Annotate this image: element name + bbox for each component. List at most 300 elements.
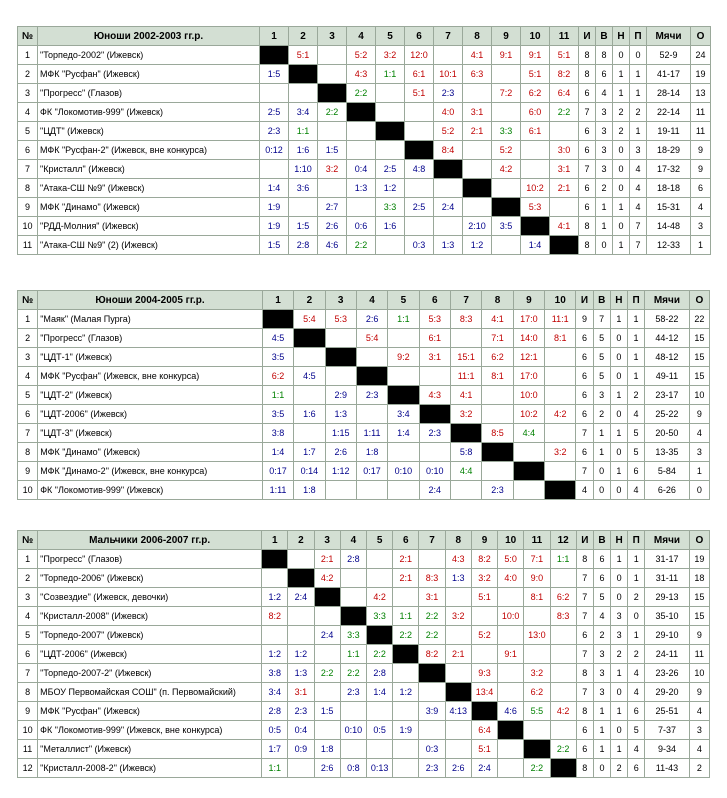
- wins: 7: [593, 310, 610, 329]
- goals: 52-9: [647, 46, 691, 65]
- match-score: 4:6: [318, 236, 347, 255]
- match-score: 5:8: [450, 443, 481, 462]
- match-score: [288, 626, 314, 645]
- match-score: [294, 424, 325, 443]
- match-score: 1:5: [318, 141, 347, 160]
- draws: 0: [610, 443, 627, 462]
- losses: 3: [630, 141, 647, 160]
- match-score: [388, 443, 419, 462]
- losses: 4: [628, 740, 645, 759]
- row-number: 1: [18, 46, 38, 65]
- match-score: 2:2: [524, 759, 550, 778]
- match-score: 2:1: [445, 645, 471, 664]
- match-score: [524, 645, 550, 664]
- losses: 1: [630, 84, 647, 103]
- draws: 0: [611, 683, 628, 702]
- match-score: 4:8: [405, 160, 434, 179]
- points: 3: [689, 721, 709, 740]
- table-header-row: [18, 291, 710, 310]
- match-score: [445, 740, 471, 759]
- match-score: [376, 84, 405, 103]
- match-score: [463, 160, 492, 179]
- match-score: [498, 740, 524, 759]
- match-score: 4:5: [294, 367, 325, 386]
- diagonal-cell: [550, 759, 576, 778]
- match-score: 5:1: [471, 740, 497, 759]
- draws: 1: [613, 198, 630, 217]
- match-score: 1:4: [521, 236, 550, 255]
- row-number: 5: [18, 122, 38, 141]
- match-score: 4:6: [498, 702, 524, 721]
- points: 11: [691, 103, 711, 122]
- match-score: 0:10: [419, 462, 450, 481]
- match-score: 9:2: [388, 348, 419, 367]
- match-score: 3:2: [376, 46, 405, 65]
- match-score: 2:8: [366, 664, 392, 683]
- table-header-row: [18, 531, 710, 550]
- match-score: [419, 367, 450, 386]
- points: 4: [689, 702, 709, 721]
- match-score: 3:1: [550, 160, 579, 179]
- match-score: 2:2: [419, 626, 445, 645]
- match-score: 2:1: [463, 122, 492, 141]
- header-opponent-8: 8: [482, 291, 513, 310]
- games-played: 6: [576, 740, 593, 759]
- match-score: 2:4: [288, 588, 314, 607]
- match-score: 8:3: [419, 569, 445, 588]
- match-score: 2:4: [471, 759, 497, 778]
- header-opponent-11: 11: [550, 27, 579, 46]
- table-row: [18, 46, 711, 65]
- team-name: МФК "Динамо-2" (Ижевск, вне конкурса): [38, 462, 263, 481]
- team-name: "Торпедо-2007" (Ижевск): [38, 626, 262, 645]
- match-score: 2:8: [340, 550, 366, 569]
- match-score: 4:2: [492, 160, 521, 179]
- match-score: 0:5: [366, 721, 392, 740]
- match-score: 4:1: [463, 46, 492, 65]
- match-score: [393, 740, 419, 759]
- match-score: 5:1: [471, 588, 497, 607]
- table-row: [18, 550, 710, 569]
- match-score: [521, 160, 550, 179]
- table-row: [18, 122, 711, 141]
- match-score: 3:2: [524, 664, 550, 683]
- match-score: 0:10: [388, 462, 419, 481]
- match-score: 2:6: [445, 759, 471, 778]
- match-score: [318, 122, 347, 141]
- header-draws: Н: [611, 531, 628, 550]
- games-played: 8: [576, 664, 593, 683]
- match-score: 4:5: [262, 329, 293, 348]
- diagonal-cell: [260, 46, 289, 65]
- match-score: 2:6: [314, 759, 340, 778]
- draws: 2: [613, 122, 630, 141]
- table-row: [18, 462, 710, 481]
- match-score: 7:1: [482, 329, 513, 348]
- diagonal-cell: [482, 443, 513, 462]
- match-score: 2:2: [366, 645, 392, 664]
- row-number: 7: [18, 424, 38, 443]
- goals: 25-22: [645, 405, 690, 424]
- match-score: [314, 607, 340, 626]
- match-score: 1:3: [445, 569, 471, 588]
- match-score: [314, 721, 340, 740]
- match-score: [463, 198, 492, 217]
- goals: 28-14: [647, 84, 691, 103]
- wins: 6: [593, 550, 610, 569]
- match-score: [513, 443, 544, 462]
- header-opponent-9: 9: [471, 531, 497, 550]
- header-number: №: [18, 27, 38, 46]
- draws: 1: [611, 550, 628, 569]
- losses: 1: [627, 348, 644, 367]
- points: 19: [691, 65, 711, 84]
- table-row: [18, 481, 710, 500]
- match-score: 5:1: [521, 65, 550, 84]
- match-score: 2:2: [550, 740, 576, 759]
- match-score: 2:1: [314, 550, 340, 569]
- match-score: 8:2: [419, 645, 445, 664]
- header-opponent-7: 7: [419, 531, 445, 550]
- games-played: 7: [576, 683, 593, 702]
- table-row: [18, 348, 710, 367]
- match-score: 8:3: [550, 607, 576, 626]
- points: 4: [689, 424, 709, 443]
- match-score: [347, 198, 376, 217]
- match-score: [545, 348, 576, 367]
- match-score: 4:1: [550, 217, 579, 236]
- table-row: [18, 386, 710, 405]
- table-row: [18, 405, 710, 424]
- table-row: [18, 84, 711, 103]
- match-score: [294, 386, 325, 405]
- diagonal-cell: [347, 103, 376, 122]
- match-score: 1:11: [262, 481, 293, 500]
- losses: 2: [630, 103, 647, 122]
- row-number: 4: [18, 607, 38, 626]
- row-number: 11: [18, 740, 38, 759]
- goals: 31-17: [645, 550, 689, 569]
- match-score: [419, 683, 445, 702]
- match-score: [325, 329, 356, 348]
- match-score: 1:5: [260, 65, 289, 84]
- match-score: [450, 329, 481, 348]
- team-name: "Атака-СШ №9" (2) (Ижевск): [38, 236, 260, 255]
- goals: 18-29: [647, 141, 691, 160]
- match-score: 1:2: [262, 588, 288, 607]
- match-score: [498, 588, 524, 607]
- goals: 23-17: [645, 386, 690, 405]
- diagonal-cell: [445, 683, 471, 702]
- match-score: 2:1: [393, 550, 419, 569]
- header-number: №: [18, 531, 38, 550]
- row-number: 4: [18, 103, 38, 122]
- draws: 0: [610, 481, 627, 500]
- match-score: 1:1: [388, 310, 419, 329]
- match-score: 8:4: [434, 141, 463, 160]
- losses: 2: [627, 386, 644, 405]
- goals: 15-31: [647, 198, 691, 217]
- table-row: [18, 141, 711, 160]
- losses: 1: [628, 569, 645, 588]
- table-header-row: [18, 27, 711, 46]
- diagonal-cell: [318, 84, 347, 103]
- match-score: [434, 46, 463, 65]
- diagonal-cell: [513, 462, 544, 481]
- table-row: [18, 702, 710, 721]
- row-number: 11: [18, 236, 38, 255]
- match-score: [262, 626, 288, 645]
- games-played: 6: [576, 367, 593, 386]
- goals: 19-11: [647, 122, 691, 141]
- games-played: 7: [576, 424, 593, 443]
- header-opponent-3: 3: [318, 27, 347, 46]
- match-score: [318, 179, 347, 198]
- match-score: [550, 645, 576, 664]
- wins: 2: [593, 405, 610, 424]
- points: 9: [689, 683, 709, 702]
- match-score: 4:2: [545, 405, 576, 424]
- match-score: 3:5: [492, 217, 521, 236]
- draws: 3: [611, 626, 628, 645]
- losses: 4: [628, 664, 645, 683]
- header-games: И: [576, 531, 593, 550]
- points: 22: [689, 310, 709, 329]
- row-number: 8: [18, 683, 38, 702]
- match-score: 0:6: [347, 217, 376, 236]
- draws: 0: [613, 217, 630, 236]
- match-score: 1:6: [376, 217, 405, 236]
- header-opponent-4: 4: [356, 291, 387, 310]
- match-score: [550, 569, 576, 588]
- losses: 7: [630, 236, 647, 255]
- team-name: ФК "Локомотив-999" (Ижевск, вне конкурса): [38, 721, 262, 740]
- match-score: 1:11: [356, 424, 387, 443]
- wins: 2: [593, 626, 610, 645]
- match-score: [260, 160, 289, 179]
- losses: 4: [627, 405, 644, 424]
- match-score: 4:1: [482, 310, 513, 329]
- header-opponent-9: 9: [492, 27, 521, 46]
- wins: 3: [593, 664, 610, 683]
- match-score: [356, 481, 387, 500]
- header-opponent-7: 7: [434, 27, 463, 46]
- match-score: 11:1: [450, 367, 481, 386]
- wins: 1: [596, 198, 613, 217]
- points: 1: [689, 462, 709, 481]
- match-score: [325, 367, 356, 386]
- losses: 4: [628, 683, 645, 702]
- goals: 31-11: [645, 569, 689, 588]
- match-score: [545, 386, 576, 405]
- table-row: [18, 160, 711, 179]
- match-score: [445, 588, 471, 607]
- header-opponent-11: 11: [524, 531, 550, 550]
- match-score: [550, 122, 579, 141]
- match-score: 9:1: [521, 46, 550, 65]
- wins: 1: [596, 217, 613, 236]
- goals: 12-33: [647, 236, 691, 255]
- wins: 8: [596, 46, 613, 65]
- goals: 7-37: [645, 721, 689, 740]
- match-score: 3:2: [445, 607, 471, 626]
- match-score: 4:4: [513, 424, 544, 443]
- diagonal-cell: [545, 481, 576, 500]
- row-number: 3: [18, 84, 38, 103]
- match-score: 1:2: [376, 179, 405, 198]
- table-title: Мальчики 2006-2007 гг.р.: [38, 531, 262, 550]
- match-score: 2:3: [340, 683, 366, 702]
- table-row: [18, 664, 710, 683]
- points: 3: [689, 443, 709, 462]
- match-score: 2:6: [325, 443, 356, 462]
- wins: 1: [593, 721, 610, 740]
- match-score: 3:1: [419, 348, 450, 367]
- table-row: [18, 236, 711, 255]
- wins: 3: [593, 645, 610, 664]
- points: 4: [689, 740, 709, 759]
- match-score: [524, 721, 550, 740]
- match-score: 4:2: [314, 569, 340, 588]
- match-score: 2:6: [356, 310, 387, 329]
- diagonal-cell: [492, 198, 521, 217]
- match-score: [318, 65, 347, 84]
- match-score: [289, 198, 318, 217]
- diagonal-cell: [419, 405, 450, 424]
- match-score: [450, 481, 481, 500]
- match-score: [347, 122, 376, 141]
- match-score: [419, 443, 450, 462]
- match-score: 2:2: [347, 236, 376, 255]
- goals: 49-11: [645, 367, 690, 386]
- row-number: 6: [18, 405, 38, 424]
- draws: 1: [611, 664, 628, 683]
- goals: 44-12: [645, 329, 690, 348]
- match-score: [289, 84, 318, 103]
- games-played: 6: [579, 141, 596, 160]
- match-score: 1:4: [388, 424, 419, 443]
- diagonal-cell: [366, 626, 392, 645]
- match-score: 9:0: [524, 569, 550, 588]
- table-row: [18, 310, 710, 329]
- match-score: 15:1: [450, 348, 481, 367]
- header-opponent-3: 3: [325, 291, 356, 310]
- match-score: [463, 84, 492, 103]
- match-score: 0:17: [356, 462, 387, 481]
- wins: 5: [593, 367, 610, 386]
- match-score: 6:2: [521, 84, 550, 103]
- header-wins: В: [593, 531, 610, 550]
- diagonal-cell: [340, 607, 366, 626]
- match-score: 5:3: [521, 198, 550, 217]
- match-score: [405, 103, 434, 122]
- games-played: 9: [576, 310, 593, 329]
- match-score: [434, 217, 463, 236]
- match-score: [545, 367, 576, 386]
- match-score: 3:3: [340, 626, 366, 645]
- match-score: 12:0: [405, 46, 434, 65]
- goals: 24-11: [645, 645, 689, 664]
- table-row: [18, 588, 710, 607]
- match-score: 0:4: [288, 721, 314, 740]
- header-number: №: [18, 291, 38, 310]
- diagonal-cell: [356, 367, 387, 386]
- header-opponent-5: 5: [388, 291, 419, 310]
- table-row: [18, 740, 710, 759]
- match-score: [340, 702, 366, 721]
- match-score: [288, 550, 314, 569]
- match-score: 0:5: [262, 721, 288, 740]
- goals: 48-12: [645, 348, 690, 367]
- match-score: 6:0: [521, 103, 550, 122]
- header-opponent-2: 2: [289, 27, 318, 46]
- diagonal-cell: [393, 645, 419, 664]
- row-number: 2: [18, 329, 38, 348]
- team-name: "ЦДТ-2006" (Ижевск): [38, 645, 262, 664]
- losses: 1: [627, 329, 644, 348]
- team-name: МФК "Динамо" (Ижевск): [38, 443, 263, 462]
- match-score: 0:10: [340, 721, 366, 740]
- team-name: "ЦДТ-3" (Ижевск): [38, 424, 263, 443]
- goals: 58-22: [645, 310, 690, 329]
- match-score: 2:5: [405, 198, 434, 217]
- games-played: 6: [576, 405, 593, 424]
- row-number: 10: [18, 217, 38, 236]
- diagonal-cell: [262, 550, 288, 569]
- team-name: МФК "Русфан" (Ижевск): [38, 702, 262, 721]
- match-score: 2:1: [550, 179, 579, 198]
- match-score: 1:1: [289, 122, 318, 141]
- match-score: [366, 550, 392, 569]
- draws: 2: [613, 103, 630, 122]
- goals: 18-18: [647, 179, 691, 198]
- match-score: 17:0: [513, 310, 544, 329]
- draws: 1: [613, 65, 630, 84]
- wins: 1: [593, 740, 610, 759]
- draws: 1: [611, 740, 628, 759]
- match-score: [366, 569, 392, 588]
- row-number: 2: [18, 65, 38, 84]
- header-games: И: [579, 27, 596, 46]
- losses: 6: [628, 702, 645, 721]
- header-opponent-6: 6: [419, 291, 450, 310]
- row-number: 5: [18, 386, 38, 405]
- match-score: 2:3: [288, 702, 314, 721]
- match-score: 5:2: [492, 141, 521, 160]
- wins: 3: [596, 141, 613, 160]
- diagonal-cell: [405, 141, 434, 160]
- goals: 41-17: [647, 65, 691, 84]
- draws: 1: [613, 84, 630, 103]
- match-score: 1:5: [314, 702, 340, 721]
- team-name: "Торпедо-2007-2" (Ижевск): [38, 664, 262, 683]
- match-score: 8:1: [545, 329, 576, 348]
- wins: 3: [593, 386, 610, 405]
- losses: 5: [627, 443, 644, 462]
- match-score: [471, 645, 497, 664]
- match-score: 6:1: [521, 122, 550, 141]
- table-row: [18, 683, 710, 702]
- points: 19: [689, 550, 709, 569]
- match-score: 2:3: [356, 386, 387, 405]
- losses: 1: [628, 626, 645, 645]
- header-draws: Н: [610, 291, 627, 310]
- match-score: 4:2: [550, 702, 576, 721]
- table-row: [18, 198, 711, 217]
- row-number: 8: [18, 179, 38, 198]
- wins: 3: [596, 160, 613, 179]
- draws: 2: [611, 759, 628, 778]
